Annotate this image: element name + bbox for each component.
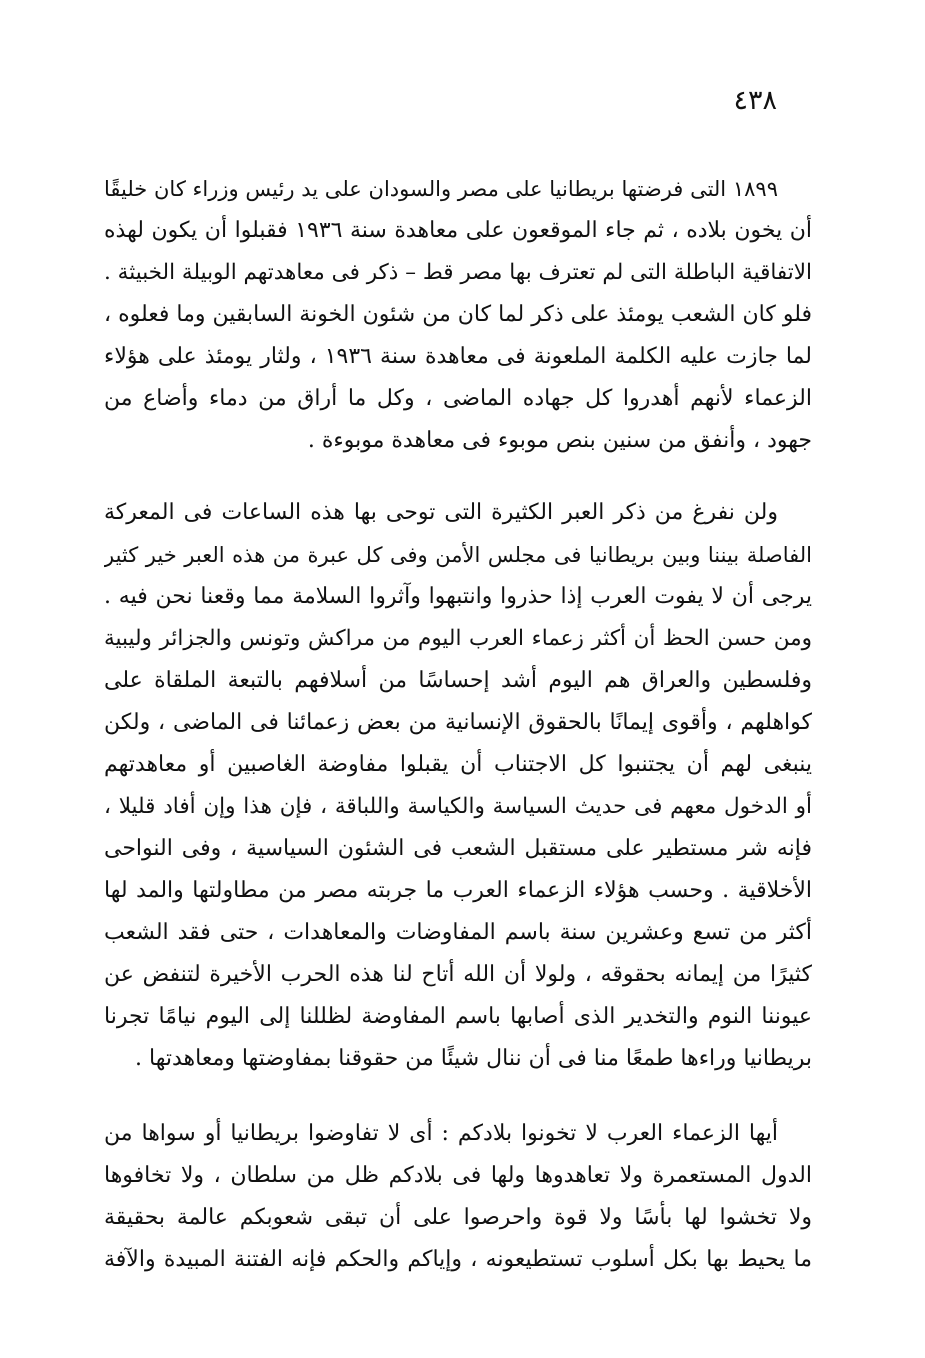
text-line: جهود ، وأنفق من سنين بنص موبوء فى معاهدة موبوءة . [307, 428, 812, 453]
text-line: أو الدخول معهم فى حديث السياسة والكياسة واللباقة ، فإن هذا وإن أفاد قليلا ، [104, 794, 812, 819]
text-line: لما جازت عليه الكلمة الملعونة فى معاهدة سنة ١٩٣٦ ، ولثار يومئذ على هؤلاء [104, 344, 812, 369]
text-line: أكثر من تسع وعشرين سنة باسم المفاوضات والمعاهدات ، حتى فقد الشعب [104, 920, 812, 945]
paragraph-2 [104, 492, 812, 1080]
text-line: أيها الزعماء العرب لا تخونوا بلادكم : أى لا تفاوضوا بريطانيا أو سواها من [104, 1121, 778, 1146]
text-line: كثيرًا من إيمانه بحقوقه ، ولولا أن الله أتاح لنا هذه الحرب الأخيرة لتنفض عن [104, 962, 812, 987]
text-line: ولن نفرغ من ذكر العبر الكثيرة التى توحى بها هذه الساعات فى المعركة [104, 500, 778, 525]
text-line: وفلسطين والعراق هم اليوم أشد إحساسًا من أسلافهم بالتبعة الملقاة على [104, 668, 812, 693]
text-line: ما يحيط بها بكل أسلوب تستطيعونه ، وإياكم والحكم فإنه الفتنة المبيدة والآفة [104, 1247, 812, 1272]
page-number: ٤٣٨ [733, 85, 777, 116]
text-line: بريطانيا وراءها طمعًا منا فى أن ننال شيئًا من حقوقنا بمفاوضتها ومعاهدتها . [135, 1046, 812, 1071]
paragraph-1 [104, 168, 812, 462]
text-line: يرجى أن لا يفوت العرب إذا حذروا وانتبهوا وآثروا السلامة مما وقعنا نحن فيه . [104, 584, 812, 609]
text-line: الزعماء لأنهم أهدروا كل جهاده الماضى ، وكل ما أراق من دماء وأضاع من [104, 386, 812, 411]
text-line: فلو كان الشعب يومئذ على ذكر لما كان من شئون الخونة السابقين وما فعلوه ، [104, 302, 812, 327]
text-line: الاتفاقية الباطلة التى لم تعترف بها مصر قط – ذكر فى معاهدتهم الوبيلة الخبيثة . [104, 260, 812, 285]
text-line: ينبغى لهم أن يجتنبوا كل الاجتناب أن يقبلوا مفاوضة الغاصبين أو معاهدتهم [104, 752, 812, 777]
text-line: أن يخون بلاده ، ثم جاء الموقعون على معاهدة سنة ١٩٣٦ فقبلوا أن يكون لهذه [104, 218, 812, 243]
text-line: الأخلاقية . وحسب هؤلاء الزعماء العرب ما جربته مصر من مطاولتها والمد لها [104, 878, 812, 903]
text-line: كواهلهم ، وأقوى إيمانًا بالحقوق الإنسانية من بعض زعمائنا فى الماضى ، ولكن [104, 710, 812, 735]
text-line: الفاصلة بيننا وبين بريطانيا فى مجلس الأمن وفى كل عبرة من هذه العبر خير كثير [104, 543, 812, 567]
text-line: الدول المستعمرة ولا تعاهدوها ولها فى بلادكم ظل من سلطان ، ولا تخافوها [104, 1163, 812, 1188]
text-line: عيوننا النوم والتخدير الذى أصابها باسم المفاوضة لظللنا إلى اليوم نيامًا تجرنا [104, 1004, 812, 1029]
text-line: ومن حسن الحظ أن أكثر زعماء العرب اليوم من مراكش وتونس والجزائر وليبية [104, 626, 812, 651]
text-line: ١٨٩٩ التى فرضتها بريطانيا على مصر والسودان على يد رئيس وزراء كان خليقًا [104, 177, 778, 201]
paragraph-3 [104, 1113, 812, 1281]
text-line: ولا تخشوا لها بأسًا ولا قوة واحرصوا على أن تبقى شعوبكم عالمة بحقيقة [104, 1205, 812, 1230]
text-line: فإنه شر مستطير على مستقبل الشعب فى الشئون السياسية ، وفى النواحى [104, 836, 812, 861]
